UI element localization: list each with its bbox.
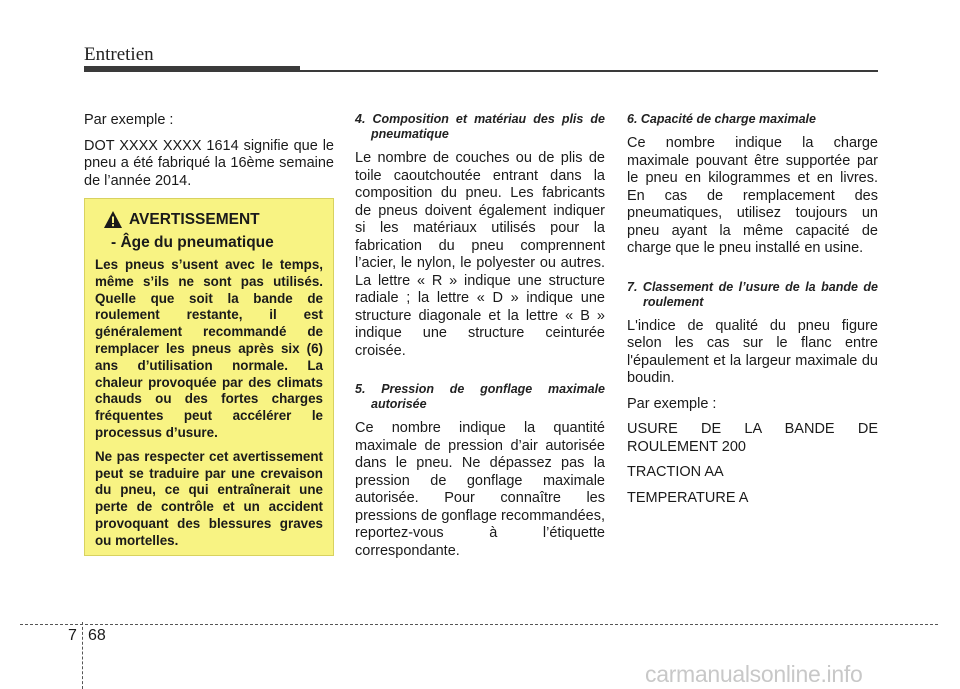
paragraph-example-label-2: Par exemple : <box>627 395 717 412</box>
heading-max-pressure: 5. Pression de gonflage maximale autorisée <box>355 382 605 411</box>
paragraph-ply-composition: Le nombre de couches ou de plis de toile caoutchoutée entrant dans la composition du pneu. Les fabricants de pneus doivent également indiquer si les matériaux utilisés pour la fabrication du pneu comprennent l’acier, le nylon, le polyester ou autres. La lettre « R » indique une structure radiale ; la lettre « D » indique une structure diagonale et la lettre « B » indique une structure ceinturée croisée. <box>355 150 605 359</box>
column-1 <box>84 112 334 198</box>
heading-treadwear: 7. Classement de l’usure de la bande de roulement <box>627 279 878 309</box>
paragraph-max-load: Ce nombre indique la charge maximale pouvant être supportée par le pneu en kilogrammes et en livres. En cas de remplacement des pneumatiques, utilisez toujours un pneu ayant la même capacité de charge que le pneu installé en usine. <box>627 135 878 256</box>
heading-max-load: 6. Capacité de charge maximale <box>627 112 816 126</box>
warning-paragraph-2: Ne pas respecter cet avertissement peut se traduire par une crevaison du pneu, ce qui entraînerait une perte de contrôle et un accident provoquant des blessures graves ou mortelles. <box>95 448 323 548</box>
warning-title: AVERTISSEMENT <box>129 211 260 228</box>
column-2 <box>355 112 605 568</box>
chapter-number: 7 <box>68 627 77 644</box>
paragraph-dot-example: DOT XXXX XXXX 1614 signifie que le pneu a été fabriqué la 16ème semaine de l’année 2014. <box>84 137 334 189</box>
watermark: carmanualsonline.info <box>645 661 863 687</box>
paragraph-traction-value: TRACTION AA <box>627 464 724 480</box>
warning-subtitle: - Âge du pneumatique <box>111 234 274 251</box>
paragraph-temperature-value: TEMPERATURE A <box>627 489 749 506</box>
paragraph-treadwear: L'indice de qualité du pneu figure selon les cas sur le flanc entre l'épaulement et la largeur maximale du boudin. <box>627 317 878 386</box>
warning-header <box>95 209 323 230</box>
paragraph-max-pressure: Ce nombre indique la quantité maximale de pression d’air autorisée dans le pneu. Ne dépassez pas la pression de gonflage maximale autorisée. Pour connaître les pressions de gonflage recommandées, reportez-vous à l’étiquette correspondante. <box>355 420 605 559</box>
footer-divider-vertical <box>82 622 83 689</box>
warning-triangle-icon <box>103 210 123 229</box>
page-number: 68 <box>88 627 106 644</box>
heading-ply-composition: 4. Composition et matériau des plis de pneumatique <box>355 112 605 141</box>
warning-box <box>84 198 334 556</box>
warning-paragraph-1: Les pneus s’usent avec le temps, même s’ils ne sont pas utilisés. Quelle que soit la bande de roulement restante, il est généralement recommandé de remplacer les pneus après six (6) ans d’utilisation normale. La chaleur provoquée par des climats chauds ou des fortes charges fréquentes peut accélérer le processus d’usure. <box>95 257 323 440</box>
header-rule-thin <box>300 70 878 72</box>
column-3 <box>627 112 878 515</box>
header-rule-thick <box>84 66 300 72</box>
paragraph-example-label: Par exemple : <box>84 112 174 128</box>
paragraph-treadwear-value: USURE DE LA BANDE DE ROULEMENT 200 <box>627 421 878 455</box>
section-title: Entretien <box>84 44 154 65</box>
footer-divider-horizontal <box>20 624 938 625</box>
